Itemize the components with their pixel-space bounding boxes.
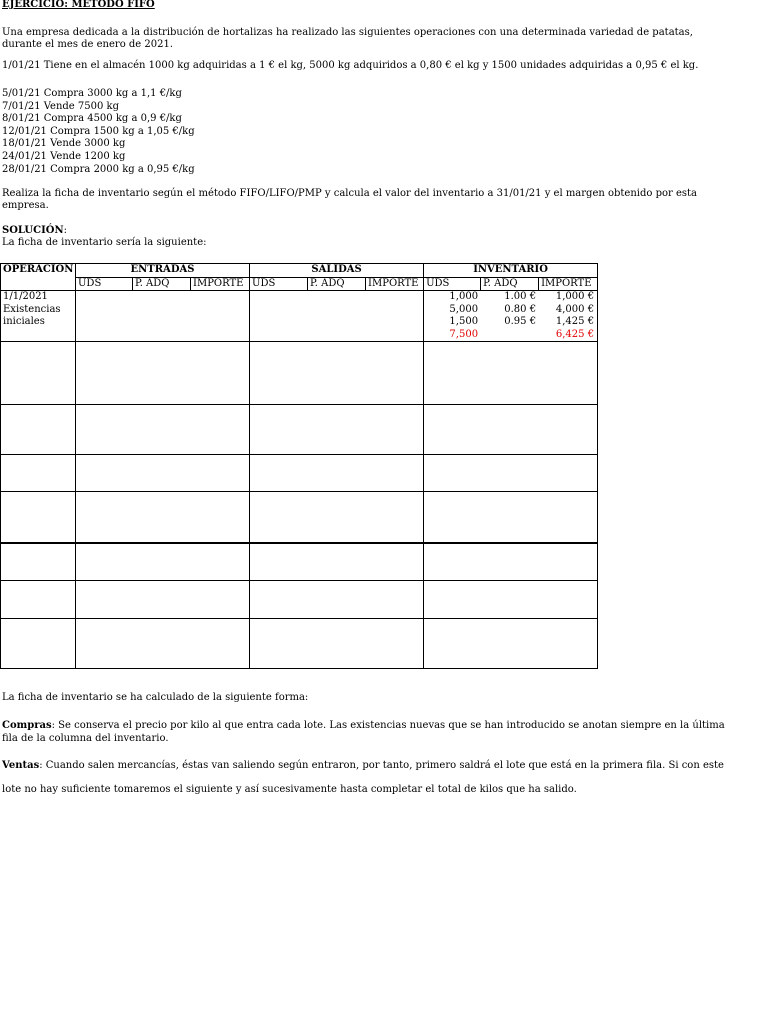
inventory-line — [424, 291, 597, 304]
ventas-line-2: lote no hay suficiente tomaremos el siguiente y así sucesivamente hasta completar el total de kilos que ha salido. — [2, 784, 577, 795]
ventas-line-1 — [2, 760, 724, 771]
solution-heading — [2, 225, 67, 236]
subheader-salidas-importe: IMPORTE — [366, 277, 424, 291]
explanation-intro: La ficha de inventario se ha calculado de la siguiente forma: — [2, 692, 309, 703]
exercise-title: EJERCICIO: METODO FIFO — [2, 0, 155, 10]
subheader-inventario-padq: P. ADQ — [481, 277, 539, 291]
table-row — [1, 543, 598, 581]
header-salidas: SALIDAS — [250, 264, 424, 278]
header-inventario: INVENTARIO — [424, 264, 598, 278]
operation-desc: iniciales — [3, 316, 45, 327]
inventory-uds: 1,500 — [449, 316, 479, 327]
inventory-price: 0.80 € — [504, 303, 537, 315]
inventory-uds: 5,000 — [449, 303, 479, 315]
subheader-salidas-uds: UDS — [250, 277, 308, 291]
table-row — [1, 291, 598, 342]
inventory-amount: 1,425 € — [555, 316, 595, 327]
subheader-inventario-importe: IMPORTE — [539, 277, 598, 291]
operation-item: 12/01/21 Compra 1500 kg a 1,05 €/kg — [2, 125, 195, 137]
operation-item: 8/01/21 Compra 4500 kg a 0,9 €/kg — [2, 113, 182, 125]
salidas-cell — [250, 291, 424, 342]
table-row — [1, 619, 598, 669]
operation-item: 24/01/21 Vende 1200 kg — [2, 150, 126, 162]
inventory-amount: 1,000 € — [555, 291, 595, 302]
operation-date: 1/1/2021 — [3, 291, 48, 302]
inventory-total-price — [480, 329, 538, 342]
inventory-uds: 1,000 — [449, 291, 479, 302]
table-row — [1, 581, 598, 619]
operation-item: 28/01/21 Compra 2000 kg a 0,95 €/kg — [2, 163, 195, 175]
compras-label: Compras — [2, 720, 52, 731]
compras-text: : Se conserva el precio por kilo al que entra cada lote. Las existencias nuevas que se han introducido se anotan siempre en la última — [51, 720, 725, 731]
solution-colon: : — [63, 225, 68, 236]
header-operacion: OPERACIÓN — [1, 264, 76, 291]
subheader-entradas-padq: P. ADQ — [133, 277, 191, 291]
inventory-total — [424, 329, 597, 342]
ventas-label: Ventas — [2, 760, 40, 771]
table-row — [1, 405, 598, 455]
table-row — [1, 455, 598, 492]
inventory-total-amount: 6,425 € — [555, 328, 595, 340]
inventory-price: 0.95 € — [504, 316, 537, 327]
operation-desc: Existencias — [3, 303, 61, 315]
compras-line-1 — [2, 720, 725, 731]
inventory-line — [424, 316, 597, 329]
header-entradas: ENTRADAS — [76, 264, 250, 278]
operation-item: 7/01/21 Vende 7500 kg — [2, 100, 119, 112]
inventory-price: 1.00 € — [504, 291, 537, 302]
solution-label: SOLUCIÓN — [2, 225, 64, 236]
compras-line-2: fila de la columna del inventario. — [2, 733, 169, 744]
initial-stock-text: 1/01/21 Tiene en el almacén 1000 kg adquiridas a 1 € el kg, 5000 kg adquiridos a 0,80 € el kg y 1500 unidades adquiridas a 0,95 € el kg. — [2, 60, 699, 71]
operations-list — [2, 88, 195, 176]
operation-item: 18/01/21 Vende 3000 kg — [2, 138, 126, 150]
inventory-line — [424, 304, 597, 317]
intro-line-2: durante el mes de enero de 2021. — [2, 39, 174, 50]
subheader-entradas-importe: IMPORTE — [191, 277, 250, 291]
operation-item: 5/01/21 Compra 3000 kg a 1,1 €/kg — [2, 88, 182, 99]
subheader-entradas-uds: UDS — [76, 277, 133, 291]
solution-subtext: La ficha de inventario sería la siguiente: — [2, 237, 207, 248]
task-line-1: Realiza la ficha de inventario según el método FIFO/LIFO/PMP y calcula el valor del inventario a 31/01/21 y el margen obtenido por esta — [2, 188, 697, 199]
table-row — [1, 492, 598, 543]
subheader-inventario-uds: UDS — [424, 277, 481, 291]
inventory-amount: 4,000 € — [555, 303, 595, 315]
entradas-cell — [76, 291, 250, 342]
intro-line-1: Una empresa dedicada a la distribución de hortalizas ha realizado las siguientes operaciones con una determinada variedad de patatas, — [2, 27, 693, 38]
subheader-salidas-padq: P. ADQ — [308, 277, 366, 291]
inventario-cell — [424, 291, 598, 342]
table-row — [1, 342, 598, 405]
row-operation-cell — [1, 291, 76, 342]
ventas-text: : Cuando salen mercancías, éstas van saliendo según entraron, por tanto, primero saldrá el lote que está en la primera fila. Si con este — [39, 760, 724, 771]
task-line-2: empresa. — [2, 200, 49, 211]
inventory-table — [0, 263, 598, 669]
inventory-total-uds: 7,500 — [449, 328, 479, 340]
